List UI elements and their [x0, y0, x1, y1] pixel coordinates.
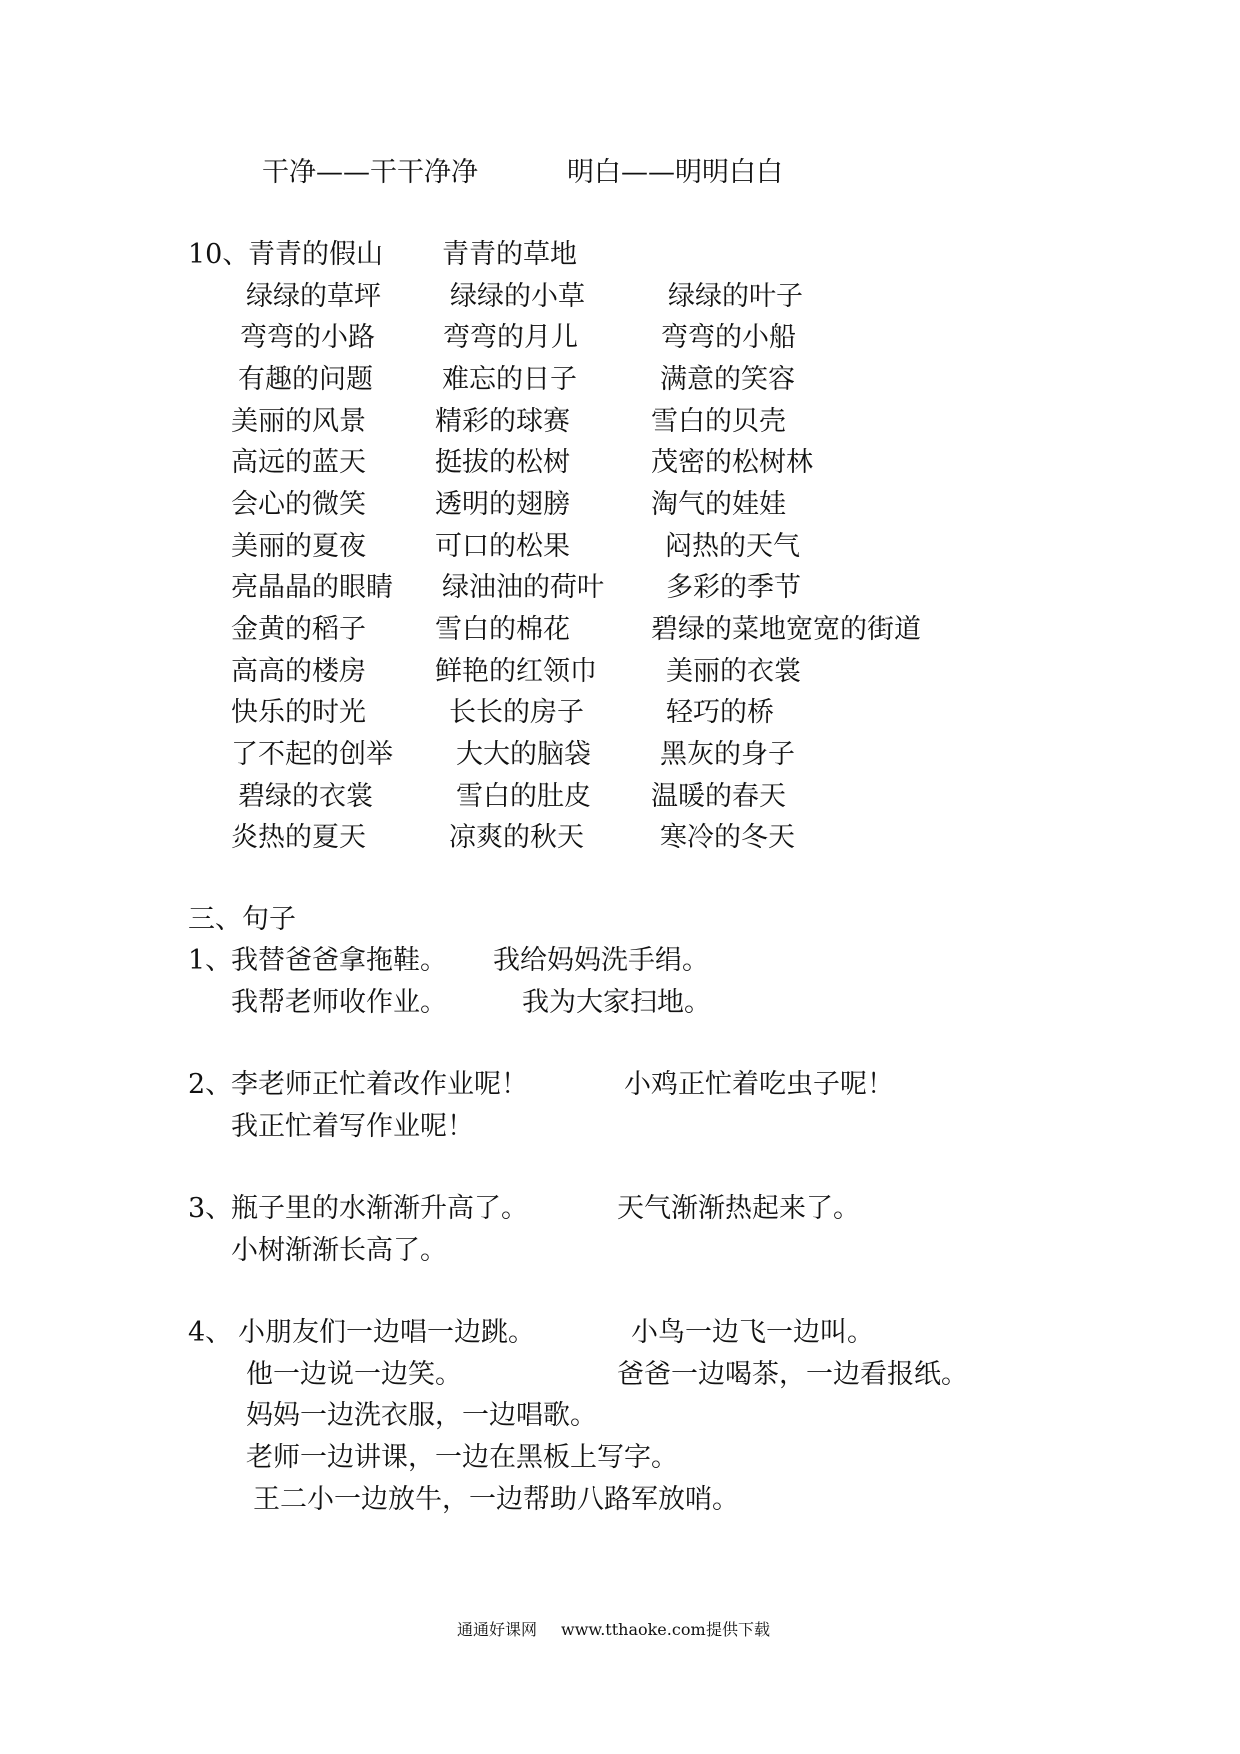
sentence: 我为大家扫地。	[522, 987, 711, 1018]
sentence: 我替爸爸拿拖鞋。	[231, 945, 447, 976]
phrase: 美丽的衣裳	[666, 656, 801, 687]
phrase: 美丽的风景	[231, 406, 366, 437]
item-number-10: 10、	[188, 239, 250, 270]
sentence-number: 3、	[188, 1193, 233, 1224]
phrase: 闷热的天气	[665, 531, 800, 562]
sentence: 我正忙着写作业呢！	[231, 1111, 474, 1142]
sentence: 我给妈妈洗手绢。	[493, 945, 709, 976]
phrase: 长长的房子	[449, 697, 584, 728]
sentence-number: 2、	[188, 1069, 233, 1100]
phrase: 绿油油的荷叶	[442, 572, 604, 603]
footer-url[interactable]: www.tthaoke.com	[561, 1620, 706, 1639]
pair-clean: 干净——干干净净	[262, 157, 478, 188]
phrase: 温暖的春天	[651, 781, 786, 812]
phrase: 弯弯的月儿	[443, 322, 578, 353]
phrase: 雪白的棉花	[435, 614, 570, 645]
phrase: 碧绿的衣裳	[238, 781, 373, 812]
phrase: 透明的翅膀	[435, 489, 570, 520]
phrase: 会心的微笑	[231, 489, 366, 520]
sentence-number: 4、	[188, 1317, 233, 1348]
phrase: 挺拔的松树	[435, 447, 570, 478]
phrase: 淘气的娃娃	[651, 489, 786, 520]
phrase: 大大的脑袋	[456, 739, 591, 770]
sentence: 李老师正忙着改作业呢！	[231, 1069, 528, 1100]
phrase: 绿绿的叶子	[668, 281, 803, 312]
sentence: 小朋友们一边唱一边跳。	[238, 1317, 535, 1348]
sentence: 小树渐渐长高了。	[231, 1235, 447, 1266]
phrase: 鲜艳的红领巾	[435, 656, 597, 687]
pair-clear: 明白——明明白白	[567, 157, 783, 188]
phrase: 凉爽的秋天	[449, 822, 584, 853]
phrase: 青青的草地	[442, 239, 577, 270]
phrase: 多彩的季节	[666, 572, 801, 603]
phrase: 青青的假山	[248, 239, 383, 270]
sentence: 老师一边讲课，一边在黑板上写字。	[246, 1442, 678, 1473]
phrase: 有趣的问题	[238, 364, 373, 395]
phrase: 弯弯的小路	[240, 322, 375, 353]
phrase: 碧绿的菜地宽宽的街道	[651, 614, 921, 645]
phrase: 弯弯的小船	[661, 322, 796, 353]
phrase: 金黄的稻子	[231, 614, 366, 645]
phrase: 绿绿的小草	[450, 281, 585, 312]
phrase: 绿绿的草坪	[246, 281, 381, 312]
footer-site-name: 通通好课网	[457, 1620, 538, 1639]
phrase: 雪白的肚皮	[456, 781, 591, 812]
phrase: 满意的笑容	[660, 364, 795, 395]
phrase: 高远的蓝天	[231, 447, 366, 478]
phrase: 寒冷的冬天	[660, 822, 795, 853]
sentence: 妈妈一边洗衣服，一边唱歌。	[246, 1400, 597, 1431]
phrase: 难忘的日子	[442, 364, 577, 395]
sentence: 他一边说一边笑。	[246, 1359, 462, 1390]
phrase: 高高的楼房	[231, 656, 366, 687]
section-heading: 三、句子	[188, 904, 296, 935]
sentence: 天气渐渐热起来了。	[617, 1193, 860, 1224]
sentence: 我帮老师收作业。	[231, 987, 447, 1018]
sentence: 小鸟一边飞一边叫。	[631, 1317, 874, 1348]
phrase: 黑灰的身子	[660, 739, 795, 770]
phrase: 快乐的时光	[231, 697, 366, 728]
sentence-number: 1、	[188, 945, 233, 976]
phrase: 可口的松果	[435, 531, 570, 562]
phrase: 亮晶晶的眼睛	[231, 572, 393, 603]
phrase: 了不起的创举	[231, 739, 393, 770]
phrase: 轻巧的桥	[666, 697, 774, 728]
sentence: 瓶子里的水渐渐升高了。	[231, 1193, 528, 1224]
phrase: 精彩的球赛	[435, 406, 570, 437]
phrase: 美丽的夏夜	[231, 531, 366, 562]
footer-download-note: 提供下载	[706, 1620, 771, 1639]
sentence: 小鸡正忙着吃虫子呢！	[624, 1069, 894, 1100]
sentence: 爸爸一边喝茶，一边看报纸。	[617, 1359, 968, 1390]
phrase: 茂密的松树林	[651, 447, 813, 478]
phrase: 炎热的夏天	[231, 822, 366, 853]
sentence: 王二小一边放牛，一边帮助八路军放哨。	[253, 1484, 739, 1515]
phrase: 雪白的贝壳	[651, 406, 786, 437]
